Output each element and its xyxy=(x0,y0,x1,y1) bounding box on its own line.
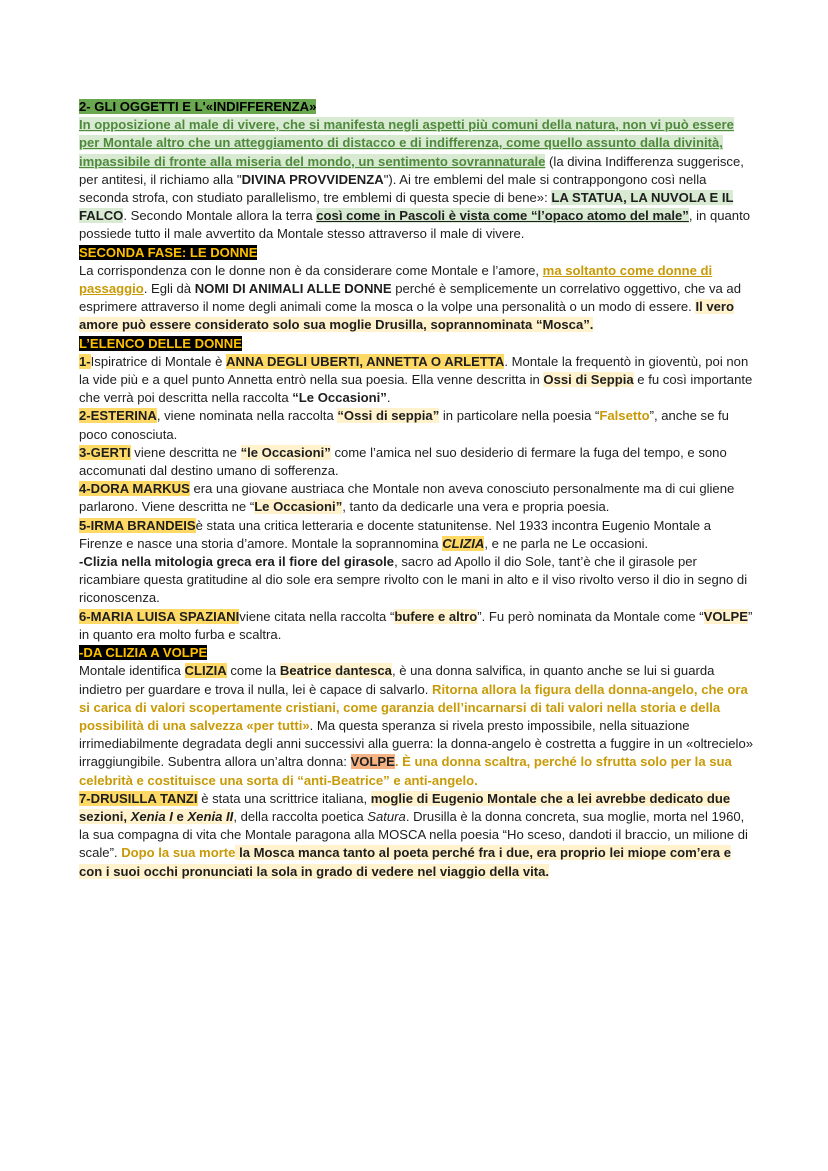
clizia-note: -Clizia nella mitologia greca era il fiore del girasole xyxy=(79,554,395,570)
woman-1-name: ANNA DEGLI UBERTI, ANNETTA O ARLETTA xyxy=(226,353,505,369)
section-elenco: L’ELENCO DELLE DONNE 1-Ispiratrice di Montale è ANNA DEGLI UBERTI, ANNETTA O ARLETTA. Montale la frequentò in gioventù, poi non la vide più e a quel punto Annetta entrò nella sua poesia. Ella venne descritta in Ossi di Seppia e fu così importante che verrà poi descritta nella raccolta “Le Occasioni”. 2-ESTERINA, viene nominata nella raccolta “Ossi di seppia” in particolare nella poesia “Falsetto”, anche se fu poco conosciuta. 3-GERTI viene descritta ne “le Occasioni” come l’amica nel suo desiderio di fermare la fuga del tempo, e sono accomunati dal destino umano di sofferenza. 4-DORA MARKUS era una giovane austriaca che Montale non aveva conosciuto personalmente ma di cui gliene parlarono. Viene descritta ne “Le Occasioni”, tanto da dedicarle una vera e propria poesia. 5-IRMA BRANDEISè stata una critica letteraria e docente statunitense. Nel 1933 incontra Eugenio Montale a Firenze e nasce una storia d’amore. Montale la soprannomina CLIZIA, e ne parla ne Le occasioni. -Clizia nella mitologia greca era il fiore del girasole, sacro ad Apollo il dio Sole, tant’è che il girasole per ricambiare questa gratitudine al dio sole era sempre rivolto con le mani in alto e il viso rivolto verso il dio in segno di riconoscenza. 6-MARIA LUISA SPAZIANIviene citata nella raccolta “bufere e altro”. Fu però nominata da Montale come “VOLPE” in quanto era molto furba e scaltra. xyxy=(79,335,753,642)
donne-di-passaggio: ma soltanto come donne di passaggio xyxy=(79,262,713,297)
beatrice-dantesca: Beatrice dantesca xyxy=(279,663,392,679)
volpe-1: VOLPE xyxy=(703,608,748,624)
anti-beatrice-text: . È una donna scaltra, perché lo sfrutta solo per la sua celebrità e costituisce una sorta di “anti-Beatrice” e anti-angelo. xyxy=(79,754,732,788)
divina-provvidenza: DIVINA PROVVIDENZA xyxy=(241,171,384,187)
donna-angelo-text: Ritorna allora la figura della donna-angelo, che ora si carica di valori scopertamente cristiani, come garanzia dell’incarnarsi di tali valori nella storia e della possibilità di una salvezza «per tutti» xyxy=(79,681,748,733)
woman-1-number: 1- xyxy=(79,353,91,369)
ossi-di-seppia: Ossi di Seppia xyxy=(543,372,634,388)
vero-amore: Il vero amore può essere considerato solo sua moglie Drusilla, soprannominata “Mosca”. xyxy=(79,299,735,333)
heading-oggetti: 2- GLI OGGETTI E L'«INDIFFERENZA» xyxy=(79,99,317,114)
xenia-2: Xenia II xyxy=(187,808,234,824)
ossi-di-seppia-2: “Ossi di seppia” xyxy=(337,408,440,424)
woman-2-name: 2-ESTERINA xyxy=(79,408,157,424)
woman-5-name: 5-IRMA BRANDEIS xyxy=(79,517,196,533)
dopo-la-sua-morte: Dopo la sua morte xyxy=(121,845,236,861)
section-seconda-fase: SECONDA FASE: LE DONNE La corrispondenza con le donne non è da considerare come Montale e l’amore, ma soltanto come donne di passaggio. Egli dà NOMI DI ANIMALI ALLE DONNE perché è semplicemente un correlativo oggettivo, che va ad esprimere attraverso il nome degli animali come la mosca o la volpe una personalità o un modo di essere. Il vero amore può essere considerato solo sua moglie Drusilla, soprannominata “Mosca”. xyxy=(79,244,741,333)
woman-4-name: 4-DORA MARKUS xyxy=(79,481,190,497)
woman-6-name: 6-MARIA LUISA SPAZIANI xyxy=(79,608,240,624)
woman-7-name: 7-DRUSILLA TANZI xyxy=(79,790,198,806)
heading-clizia-volpe: -DA CLIZIA A VOLPE xyxy=(79,645,208,661)
falsetto: Falsetto xyxy=(599,408,650,424)
heading-elenco: L’ELENCO DELLE DONNE xyxy=(79,335,242,351)
satura: Satura xyxy=(367,808,406,824)
document-page xyxy=(79,98,757,881)
volpe-2: VOLPE xyxy=(350,754,395,770)
mosca-conclusion: la Mosca manca tanto al poeta perché fra i due, era proprio lei miope com’era e con i suoi occhi pronunciati la sola in grado di vedere nel viaggio della vita. xyxy=(79,845,731,879)
le-occasioni-2: “le Occasioni” xyxy=(240,444,331,460)
intro-green-text: In opposizione al male di vivere, che si manifesta negli aspetti più comuni della natura, non vi può essere per Montale altro che un atteggiamento di distacco e di indifferenza, come quello assunto dalla divinità, impassibile di fronte alla miseria del mondo, un sentimento sovrannaturale xyxy=(79,117,734,169)
nomi-animali: NOMI DI ANIMALI ALLE DONNE xyxy=(194,281,392,297)
section-clizia-volpe: -DA CLIZIA A VOLPE Montale identifica CLIZIA come la Beatrice dantesca, è una donna salvifica, in quanto anche se lui si guarda indietro per guardare e trova il nulla, lei è capace di salvarlo. Ritorna allora la figura della donna-angelo, che ora si carica di valori scopertamente cristiani, come garanzia dell’incarnarsi di tali valori nella storia e della possibilità di una salvezza «per tutti». Ma questa speranza si rivela presto impossibile, nella situazione irrimediabilmente degradata degli anni successivi alla guerra: la donna-angelo è costretta a fuggire in un «oltrecielo» irraggiungibile. Subentra allora un’altra donna: VOLPE. È una donna scaltra, perché lo sfrutta solo per la sua celebrità e costituisce una sorta di “anti-Beatrice” e anti-angelo. 7-DRUSILLA TANZI è stata una scrittrice italiana, moglie di Eugenio Montale che a lei avrebbe dedicato due sezioni, Xenia I e Xenia II, della raccolta poetica Satura. Drusilla è la donna concreta, sua moglie, morta nel 1960, la sua compagna di vita che Montale paragona alla MOSCA nella poesia “Ho sceso, dandoti il braccio, un milione di scale”. Dopo la sua morte la Mosca manca tanto al poeta perché fra i due, era proprio lei miope com’era e con i suoi occhi pronunciati la sola in grado di vedere nel viaggio della vita. xyxy=(79,645,754,879)
le-occasioni-3: Le Occasioni” xyxy=(254,499,343,515)
section-oggetti: 2- GLI OGGETTI E L'«INDIFFERENZA» In opposizione al male di vivere, che si manifesta negli aspetti più comuni della natura, non vi può essere per Montale altro che un atteggiamento di distacco e di indifferenza, come quello assunto dalla divinità, impassibile di fronte alla miseria del mondo, un sentimento sovrannaturale (la divina Indifferenza suggerisce, per antitesi, il richiamo alla "DIVINA PROVVIDENZA"). Ai tre emblemi del male si contrappongono così nella seconda strofa, con studiato parallelismo, tre emblemi di questa specie di bene»: LA STATUA, LA NUVOLA E IL FALCO. Secondo Montale allora la terra così come in Pascoli è vista come “l’opaco atomo del male”, in quanto possiede tutto il male avvertito da Montale stesso attraverso il male di vivere. xyxy=(79,99,750,242)
woman-3-name: 3-GERTI xyxy=(79,444,131,460)
emblems: LA STATUA, LA NUVOLA E IL FALCO xyxy=(79,190,734,224)
heading-seconda-fase: SECONDA FASE: LE DONNE xyxy=(79,244,258,260)
pascoli-quote: così come in Pascoli è vista come “l’opaco atomo del male” xyxy=(316,208,689,224)
bufere-e-altro: bufere e altro xyxy=(394,608,478,624)
le-occasioni: “Le Occasioni” xyxy=(292,390,387,406)
clizia: CLIZIA xyxy=(442,535,485,551)
clizia-2: CLIZIA xyxy=(184,663,227,679)
xenia-1: Xenia I xyxy=(130,808,173,824)
moglie-text: moglie di Eugenio Montale che a lei avrebbe dedicato due sezioni, xyxy=(79,790,731,824)
